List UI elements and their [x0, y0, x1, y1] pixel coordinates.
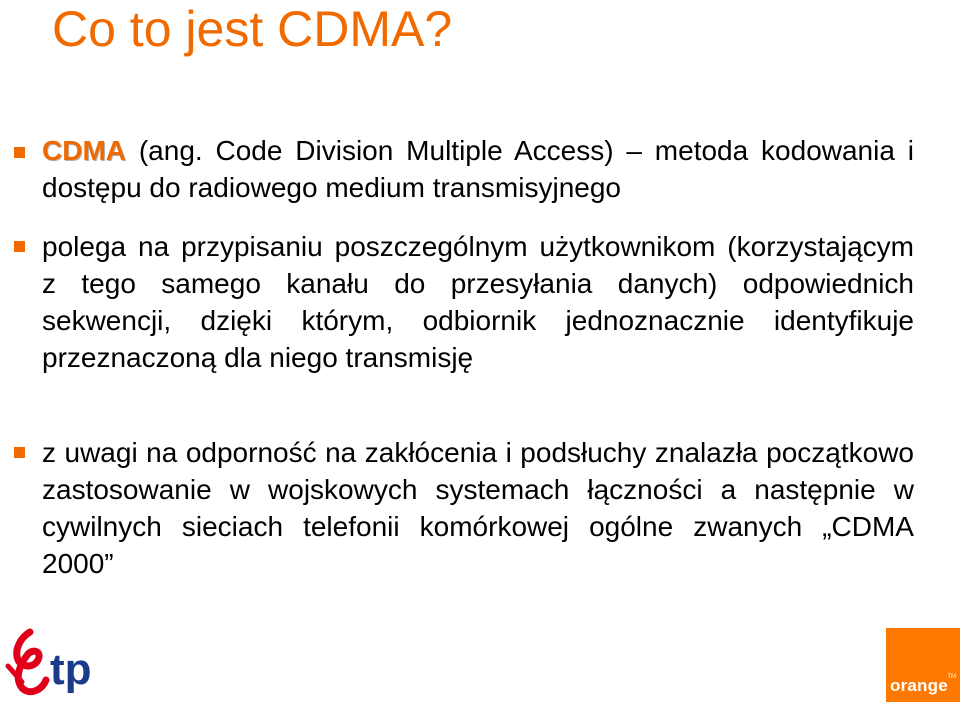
- bullet-text: polega na przypisaniu poszczególnym użytkownikom (korzystającym z tego samego kanału do przesyłania danych) odpowiednich sekwencji, dzięki którym, odbiornik jednoznacznie identyfikuje przeznaczoną dla niego transmisję: [42, 231, 914, 373]
- bullet-square-icon: [14, 147, 25, 158]
- tp-logo-text: tp: [50, 645, 92, 694]
- bullet-text: z uwagi na odporność na zakłócenia i podsłuchy znalazła początkowo zastosowanie w wojskowych systemach łączności a następnie w cywilnych sieciach telefonii komórkowej ogólne zwanych „CDMA 2000”: [42, 437, 914, 579]
- cdma-term: CDMA: [42, 135, 126, 166]
- tp-logo: [0, 616, 120, 702]
- bullet-square-icon: [14, 447, 25, 458]
- bullet-text: [42, 132, 914, 206]
- orange-tm: TM: [947, 674, 956, 680]
- orange-logo: [886, 628, 960, 702]
- bullet-square-icon: [14, 241, 25, 252]
- bullet-definition: (ang. Code Division Multiple Access) – metoda kodowania i dostępu do radiowego medium transmisyjnego: [42, 135, 914, 203]
- orange-logo-text: orange: [890, 676, 948, 695]
- page-title: Co to jest CDMA?: [52, 1, 453, 57]
